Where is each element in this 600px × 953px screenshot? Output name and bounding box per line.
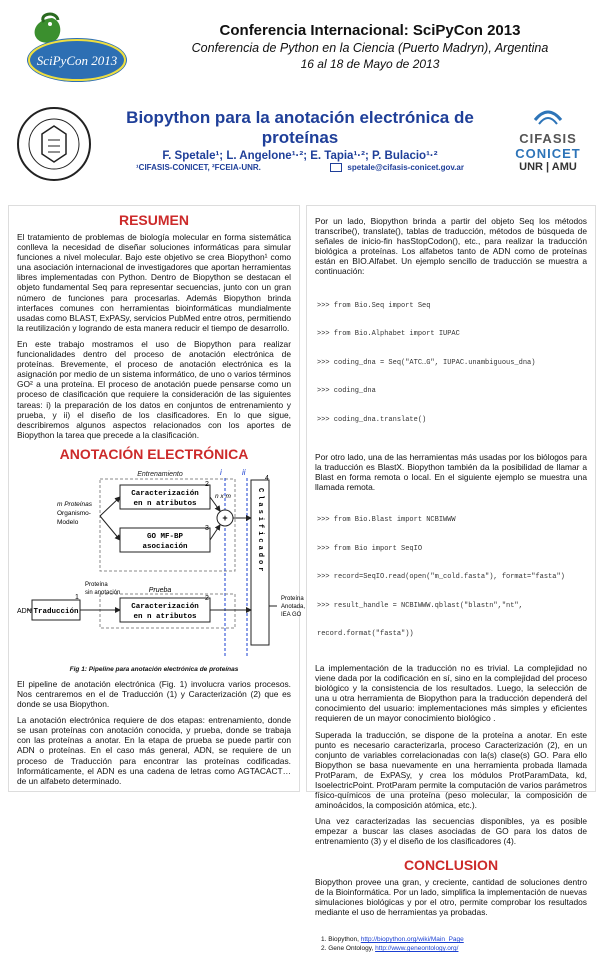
affiliation: ¹CIFASIS-CONICET, ²FCEIA-UNR. (136, 163, 261, 172)
cifasis-icon (533, 104, 563, 126)
svg-text:2: 2 (205, 480, 209, 488)
code-line: record.format("fasta")) (317, 630, 414, 639)
svg-text:n x m: n x m (215, 492, 231, 500)
svg-text:Proteína: Proteína (85, 581, 108, 588)
svg-text:asociación: asociación (142, 542, 188, 551)
svg-text:GO MF-BP: GO MF-BP (146, 532, 184, 541)
svg-text:Proteína: Proteína (281, 595, 304, 602)
resumen-paragraph-1: El tratamiento de problemas de biología molecular en forma sistemática conlleva la necesidad de diseñar soluciones informáticas para simular funciones a nivel molecular. Bajo este objetivo se crea Biopython¹ como una asociación internacional de investigadores que aportan herramientas libres implementadas con Python. Dentro de Biopython se destacan el objeto fundamental Seq para representar secuencias, junto con un gran número de funciones para procesarlas. Además Biopython brinda interfaces comunes con herramientas bioinformáticas mundialmente usadas como BLAST, ExPASy, servicios PubMed entre otros, permitiendo la reutilización y logrando de esta manera reducir el tiempo de desarrollo. (17, 232, 291, 333)
university-seal-logo (14, 104, 94, 184)
conclusion-heading: CONCLUSION (403, 856, 499, 873)
right-column (306, 205, 596, 952)
conference-date: 16 al 18 de Mayo de 2013 (300, 57, 440, 71)
logo-text: SciPyCon 2013 (36, 53, 118, 68)
authors: F. Spetale¹; L. Angelone¹·²; E. Tapia¹·²; P. Bulacio¹·² (162, 150, 438, 162)
svg-text:IEA GO: IEA GO (281, 611, 302, 618)
cifasis-text: CIFASIS (519, 131, 577, 146)
anotacion-heading: ANOTACIÓN ELECTRÓNICA (59, 445, 249, 462)
svg-text:Prueba: Prueba (148, 586, 172, 594)
svg-text:en n atributos: en n atributos (133, 499, 197, 508)
svg-text:sin anotación: sin anotación (85, 589, 121, 596)
code-line: >>> coding_dna = Seq("ATC…G", IUPAC.unambiguous_dna) (317, 358, 536, 367)
poster-title-line2: proteínas (261, 128, 339, 147)
svg-text:Caracterización: Caracterización (131, 489, 199, 498)
code-line: >>> from Bio.Blast import NCBIWWW (317, 516, 456, 525)
svg-text:m Proteínas: m Proteínas (57, 500, 93, 508)
figure-caption: Fig 1: Pipeline para anotación electrónica de proteínas (69, 665, 239, 673)
svg-text:Anotada,: Anotada, (281, 603, 306, 610)
pipeline-figure (15, 464, 306, 664)
right-paragraph-1: Por un lado, Biopython brinda a partir del objeto Seq los métodos transcribe(), translate(), tablas de traducción, métodos de búsqueda de señales de inicio-fin hasStopCodon(), etc., para realizar la traducción biológica a proteínas. Los alfabetos tanto de ADN como de proteínas están en BIO.Alfabet. Un ejemplo sencillo de traducción se muestra a continuación: (315, 216, 587, 277)
email-link[interactable]: spetale@cifasis-conicet.gov.ar (330, 163, 464, 172)
code-block-1 (317, 283, 585, 445)
entrenamiento-label: Entrenamiento (137, 470, 183, 478)
code-line: >>> from Bio.Alphabet import IUPAC (317, 330, 460, 339)
conicet-text: CONICET (515, 146, 581, 161)
svg-text:ii: ii (242, 467, 246, 477)
code-line: >>> result_handle = NCBIWWW.qblast("blastn","nt", (317, 601, 523, 610)
scipycon-logo (22, 8, 132, 88)
reference-1: 1. Biopython, http://biopython.org/wiki/Main_Page (321, 935, 464, 943)
svg-text:+: + (222, 512, 228, 523)
left-column (8, 205, 306, 792)
references (321, 935, 581, 953)
code-line: >>> coding_dna.translate() (317, 415, 427, 424)
cifasis-conicet-logo (505, 104, 591, 184)
poster-title-line1: Biopython para la anotación electrónica de (126, 108, 474, 127)
code-line: >>> record=SeqIO.read(open("m_cold.fasta"), format="fasta") (317, 573, 565, 582)
svg-text:Clasificador: Clasificador (256, 487, 264, 575)
svg-text:en n atributos: en n atributos (133, 612, 197, 621)
svg-text:Organismo-: Organismo- (57, 509, 91, 517)
svg-text:3: 3 (205, 524, 209, 532)
conference-title: Conferencia Internacional: SciPyCon 2013 (219, 22, 521, 39)
anotacion-paragraph-1: El pipeline de anotación electrónica (Fig. 1) involucra varios procesos. Nos centraremos en el de Traducción (1) y Caracterización (2) que es donde se usa Biopython. (17, 678, 291, 710)
svg-text:4: 4 (265, 474, 269, 482)
resumen-heading: RESUMEN (118, 212, 189, 228)
reference-2: 2. Gene Ontology, http://www.geneontology.org/ (321, 944, 459, 952)
anotacion-paragraph-2: La anotación electrónica requiere de dos etapas: entrenamiento, donde se usan proteínas con anotación conocida, y prueba, donde se trabaja con las proteínas a anotar. En la etapa de prueba se puede partir con ADN o proteínas. En el caso más general, ADN, se requiere de un proceso de Traducción para encontrar las proteínas codificadas. Informáticamente, el ADN es una cadena de letras como AGTACACT… de un alfabeto determinado. (17, 715, 291, 786)
resumen-paragraph-2: En este trabajo mostramos el uso de Biopython para realizar funcionalidades dentro del proceso de anotación electrónica de proteínas. Brevemente, el proceso de anotación electrónica es la asignación por medio de un sistema informático, de uno o varios términos GO² a una proteína. El proceso de anotación puede pensarse como un proceso de clasificación que requiere la consideración de las siguientes tareas: i) la preparación de los datos en conjuntos de entrenamiento y prueba, y ii) el diseño de los clasificadores. En lo que sigue, describiremos algunos aspectos relacionados con los aportes de Biopython la tarea que precede a la clasificación. (17, 338, 291, 440)
code-line: >>> from Bio import SeqIO (317, 544, 423, 553)
svg-text:Caracterización: Caracterización (131, 602, 199, 611)
code-line: >>> from Bio.Seq import Seq (317, 301, 431, 310)
right-paragraph-3: La implementación de la traducción no es trivial. La complejidad no viene dada por la codificación en sí, sino en la complejidad del proceso biológico y la consistencia de los resultados. Luego, la selección de una u otra herramienta de Biopython para la traducción dependerá del conocimiento del usuario: implementaciones más simples y eficientes requieren de un mayor conocimiento biológico . (315, 662, 587, 724)
code-line: >>> coding_dna (317, 387, 376, 396)
geneontology-link[interactable]: http://www.geneontology.org/ (375, 944, 459, 952)
right-paragraph-2: Por otro lado, una de las herramientas más usadas por los biólogos para la traducción es BlastX. Biopython también da la posibilidad de llamar a Blast en forma remota o local. En el siguiente ejemplo se muestra una llamada remota. (315, 452, 587, 493)
email-icon (330, 163, 342, 172)
svg-text:i: i (220, 467, 222, 477)
svg-text:1: 1 (75, 593, 79, 601)
conference-header (0, 0, 600, 92)
conclusion-paragraph: Biopython provee una gran, y creciente, cantidad de soluciones dentro de la Bioinformática. Por un lado, simplifica la implementación de nuevas simulaciones biológicas y por el otro, permite comprobar los resultados mediante el uso de herramientas ya probadas. (315, 876, 587, 917)
svg-text:Traducción: Traducción (33, 607, 79, 616)
svg-text:2: 2 (205, 594, 209, 602)
biopython-link[interactable]: http://biopython.org/wiki/Main_Page (360, 935, 464, 943)
svg-text:ADN: ADN (17, 607, 32, 615)
right-paragraph-4: Superada la traducción, se dispone de la proteína a anotar. En este punto es necesario caracterizarla, proceso Caracterización (2), en un conjunto de variables correlacionadas con la(s) clase(s) GO. Para ello Biopython se basa nuevamente en una herramienta probada llamada ProtParam, de ExPASy, y crea los módulos ProtParamData, kd, IsoelectricPoint. ProtParam permite la computación de varios parámetros físico-químicos de una proteína (peso molecular, la composición de aminoácidos, la composición atómica, etc.). (315, 729, 587, 811)
right-paragraph-5: Una vez caracterizadas las secuencias disponibles, ya es posible empezar a buscar las clases asociadas de GO para los datos de entrenamiento (3) y el diseño de los clasificadores (4). (315, 816, 587, 847)
svg-text:Modelo: Modelo (57, 518, 79, 526)
unr-amu-text: UNR | AMU (519, 161, 577, 173)
code-block-2 (317, 497, 585, 659)
conference-subtitle: Conferencia de Python en la Ciencia (Puerto Madryn), Argentina (191, 41, 549, 55)
